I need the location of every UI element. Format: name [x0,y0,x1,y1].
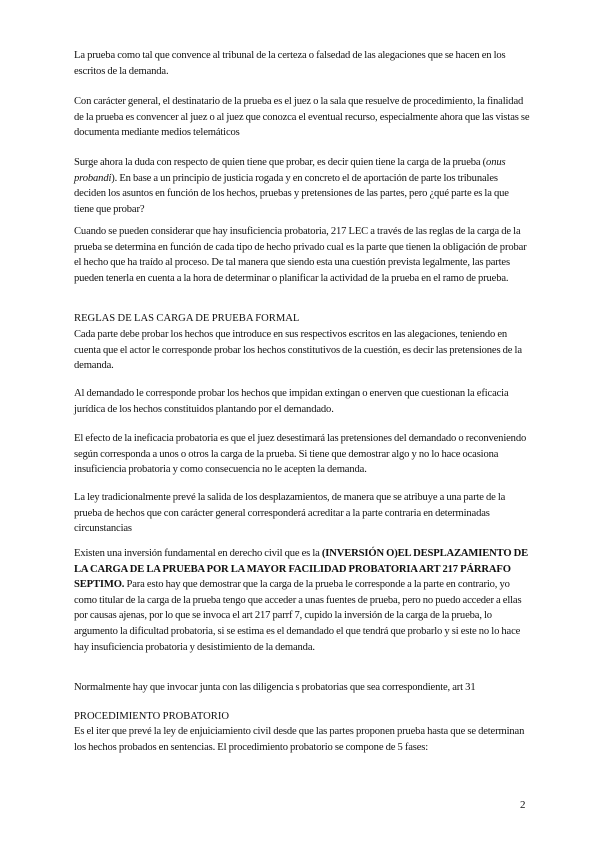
paragraph-prueba-definicion: La prueba como tal que convence al tribunal de la certeza o falsedad de las alegaciones que se hacen en los escritos de la demanda. [74,50,506,77]
paragraph-cada-parte: Cada parte debe probar los hechos que introduce en sus respectivos escritos en las alegaciones, teniendo en cuenta que el actor le corresponde probar los hechos constitutivos de la cuestión, es decir las pretensiones de la demanda. [74,329,522,372]
paragraph-carga-prueba [74,155,530,217]
paragraph-carga-prueba-text-2: ). En base a un principio de justicia rogada y en concreto el de aportación de parte los tribunales deciden los asuntos en función de los hechos, pruebas y pretensiones de las partes, pero ¿qué parte es la que tiene que probar? [74,172,509,215]
paragraph-destinatario-prueba: Con carácter general, el destinatario de la prueba es el juez o la sala que resuelve de procedimiento, la finalidad de la prueba es convencer al juez o al juez que conozca el eventual recurso, especialmente ahora que las vistas se documenta mediante medios telemáticos [74,96,530,139]
paragraph-inversion [74,546,530,655]
inversion-bold-title: (INVERSIÓN O)EL DESPLAZAMIENTO DE LA CARGA DE LA PRUEBA POR LA MAYOR FACILIDAD PROBATORIA ART 217 PÁRRAFO SEPTIMO. [74,548,529,591]
paragraph-diligencias: Normalmente hay que invocar junta con las diligencia s probatorias que sea correspondiente, art 31 [74,682,476,693]
paragraph-inversion-text-2: Para esto hay que demostrar que la carga de la prueba le corresponde a la parte en contrario, yo como titular de la carga de la prueba tengo que acceder a unas fuentes de prueba, pero no puedo acceder a ellas por causas ajenas, por lo que se invoca el art 217 parrf 7, cupido la inversión de la carga de la prueba, lo argumento la dificultad probatoria, si se estima es el demandado el que tendrá que probarlo y si este no lo hace hay insuficiencia probatoria y desistimiento de la demanda. [74,579,522,653]
paragraph-desplazamientos: La ley tradicionalmente prevé la salida de los desplazamientos, de manera que se atribuye a una parte de la prueba de hechos que con carácter general corresponderá acreditar a la parte contraria en determinadas circunstancias [74,492,506,535]
paragraph-inversion-text-1: Existen una inversión fundamental en derecho civil que es la [74,548,322,559]
section-heading-procedimiento: PROCEDIMIENTO PROBATORIO [74,711,229,722]
paragraph-carga-prueba-text-1: Surge ahora la duda con respecto de quien tiene que probar, es decir quien tiene la carga de la prueba ( [74,157,487,168]
paragraph-ineficacia: El efecto de la ineficacia probatoria es que el juez desestimará las pretensiones del demandado o reconveniendo según corresponda a unos o otros la carga de la prueba. Si tiene que demostrar algo y no lo hace ocasiona insuficiencia probatoria y como consecuencia no le acepten la demanda. [74,433,527,476]
section-heading-reglas: REGLAS DE LAS CARGA DE PRUEBA FORMAL [74,313,300,324]
paragraph-demandado: Al demandado le corresponde probar los hechos que impidan extingan o enerven que cuestionan la eficacia jurídica de los hechos constituidos plantando por el demandado. [74,388,509,415]
paragraph-insuficiencia-probatoria: Cuando se pueden considerar que hay insuficiencia probatoria, 217 LEC a través de las reglas de la carga de la prueba se determina en función de cada tipo de hecho privado cual es la parte que tienen la obligación de probar el hecho que ha traído al proceso. De tal manera que siendo esta una cuestión prevista legalmente, las partes pueden tenerla en cuenta a la hora de determinar o planificar la actividad de la prueba en el ramo de prueba. [74,226,527,284]
paragraph-iter: Es el iter que prevé la ley de enjuiciamiento civil desde que las partes proponen prueba hasta que se determinan los hechos probados en sentencias. El procedimiento probatorio se compone de 5 fases: [74,726,525,753]
page-number: 2 [520,799,526,811]
onus-probandi-term: onus probandi [74,157,506,184]
